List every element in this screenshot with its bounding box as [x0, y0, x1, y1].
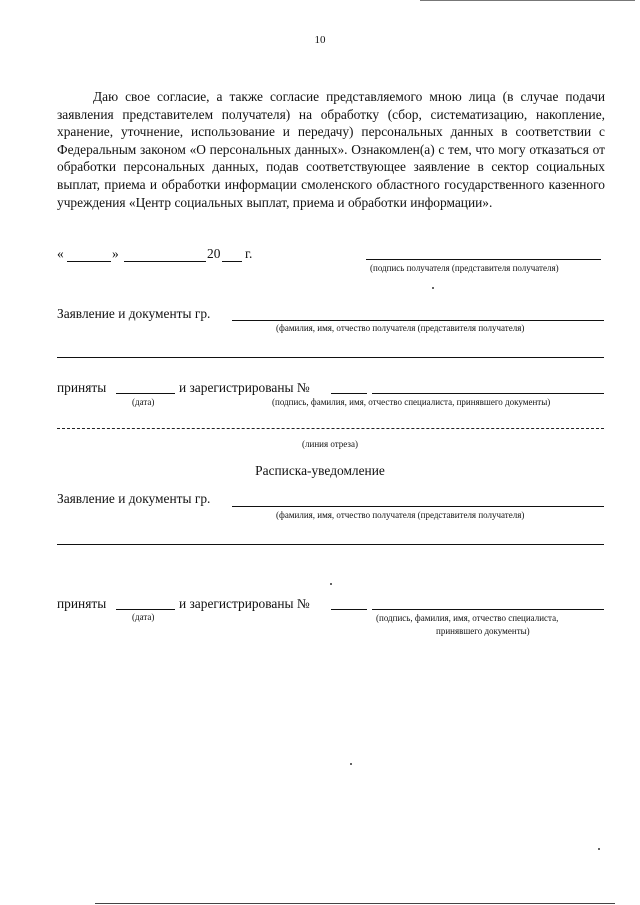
year-prefix: 20	[207, 246, 221, 261]
scan-speck	[330, 583, 332, 585]
year-suffix: г.	[245, 246, 253, 261]
accepted-date-field[interactable]	[116, 393, 175, 394]
notice-specialist-signature-field[interactable]	[372, 609, 604, 610]
recipient-signature-field[interactable]	[366, 259, 601, 260]
notice-registration-number-field[interactable]	[331, 609, 367, 610]
applicant-name-field-line2[interactable]	[57, 357, 604, 358]
scan-speck	[432, 287, 434, 289]
notice-specialist-caption-line1: (подпись, фамилия, имя, отчество специалиста,	[376, 613, 559, 623]
notice-accepted-date-caption: (дата)	[132, 612, 155, 622]
notice-accepted-label: приняты	[57, 596, 107, 611]
scan-speck	[598, 848, 600, 850]
recipient-signature-caption: (подпись получателя (представителя получателя)	[370, 263, 559, 273]
applicant-label: Заявление и документы гр.	[57, 306, 211, 321]
applicant-caption: (фамилия, имя, отчество получателя (представителя получателя)	[276, 323, 525, 333]
specialist-signature-field[interactable]	[372, 393, 604, 394]
notice-applicant-caption: (фамилия, имя, отчество получателя (представителя получателя)	[276, 510, 525, 520]
consent-paragraph: Даю свое согласие, а также согласие представляемого мною лица (в случае подачи заявления представителем получателя) на обработку (сбор, систематизацию, накопление, хранение, уточнение, использование и передачу) персональных данных в соответствии с Федеральным законом «О персональных данных». Ознакомлен(а) с тем, что могу отказаться от обработки персональных данных, подав соответствующее заявление в сектор социальных выплат, приема и обработки информации смоленского областного государственного казенного учреждения «Центр социальных выплат, приема и обработки информации».	[57, 89, 605, 210]
date-close-quote: »	[112, 246, 119, 261]
notice-applicant-name-field-line2[interactable]	[57, 544, 604, 545]
notice-title: Расписка-уведомление	[255, 463, 385, 478]
scan-edge-line	[420, 0, 635, 1]
page-number: 10	[314, 34, 326, 46]
month-field[interactable]	[124, 261, 206, 262]
notice-specialist-caption-line2: принявшего документы)	[436, 626, 530, 636]
date-open-quote: «	[57, 246, 64, 261]
specialist-caption: (подпись, фамилия, имя, отчество специалиста, принявшего документы)	[272, 397, 551, 407]
scan-edge-line	[95, 903, 615, 904]
notice-applicant-name-field[interactable]	[232, 506, 604, 507]
day-field[interactable]	[67, 261, 111, 262]
cut-line-caption: (линия отреза)	[302, 439, 358, 449]
registered-label: и зарегистрированы №	[179, 380, 310, 395]
cut-line	[57, 428, 604, 429]
notice-registered-label: и зарегистрированы №	[179, 596, 310, 611]
applicant-name-field[interactable]	[232, 320, 604, 321]
registration-number-field[interactable]	[331, 393, 367, 394]
scan-speck	[350, 763, 352, 765]
accepted-label: приняты	[57, 380, 107, 395]
notice-applicant-label: Заявление и документы гр.	[57, 491, 211, 506]
year-field[interactable]	[222, 261, 242, 262]
notice-accepted-date-field[interactable]	[116, 609, 175, 610]
accepted-date-caption: (дата)	[132, 397, 155, 407]
